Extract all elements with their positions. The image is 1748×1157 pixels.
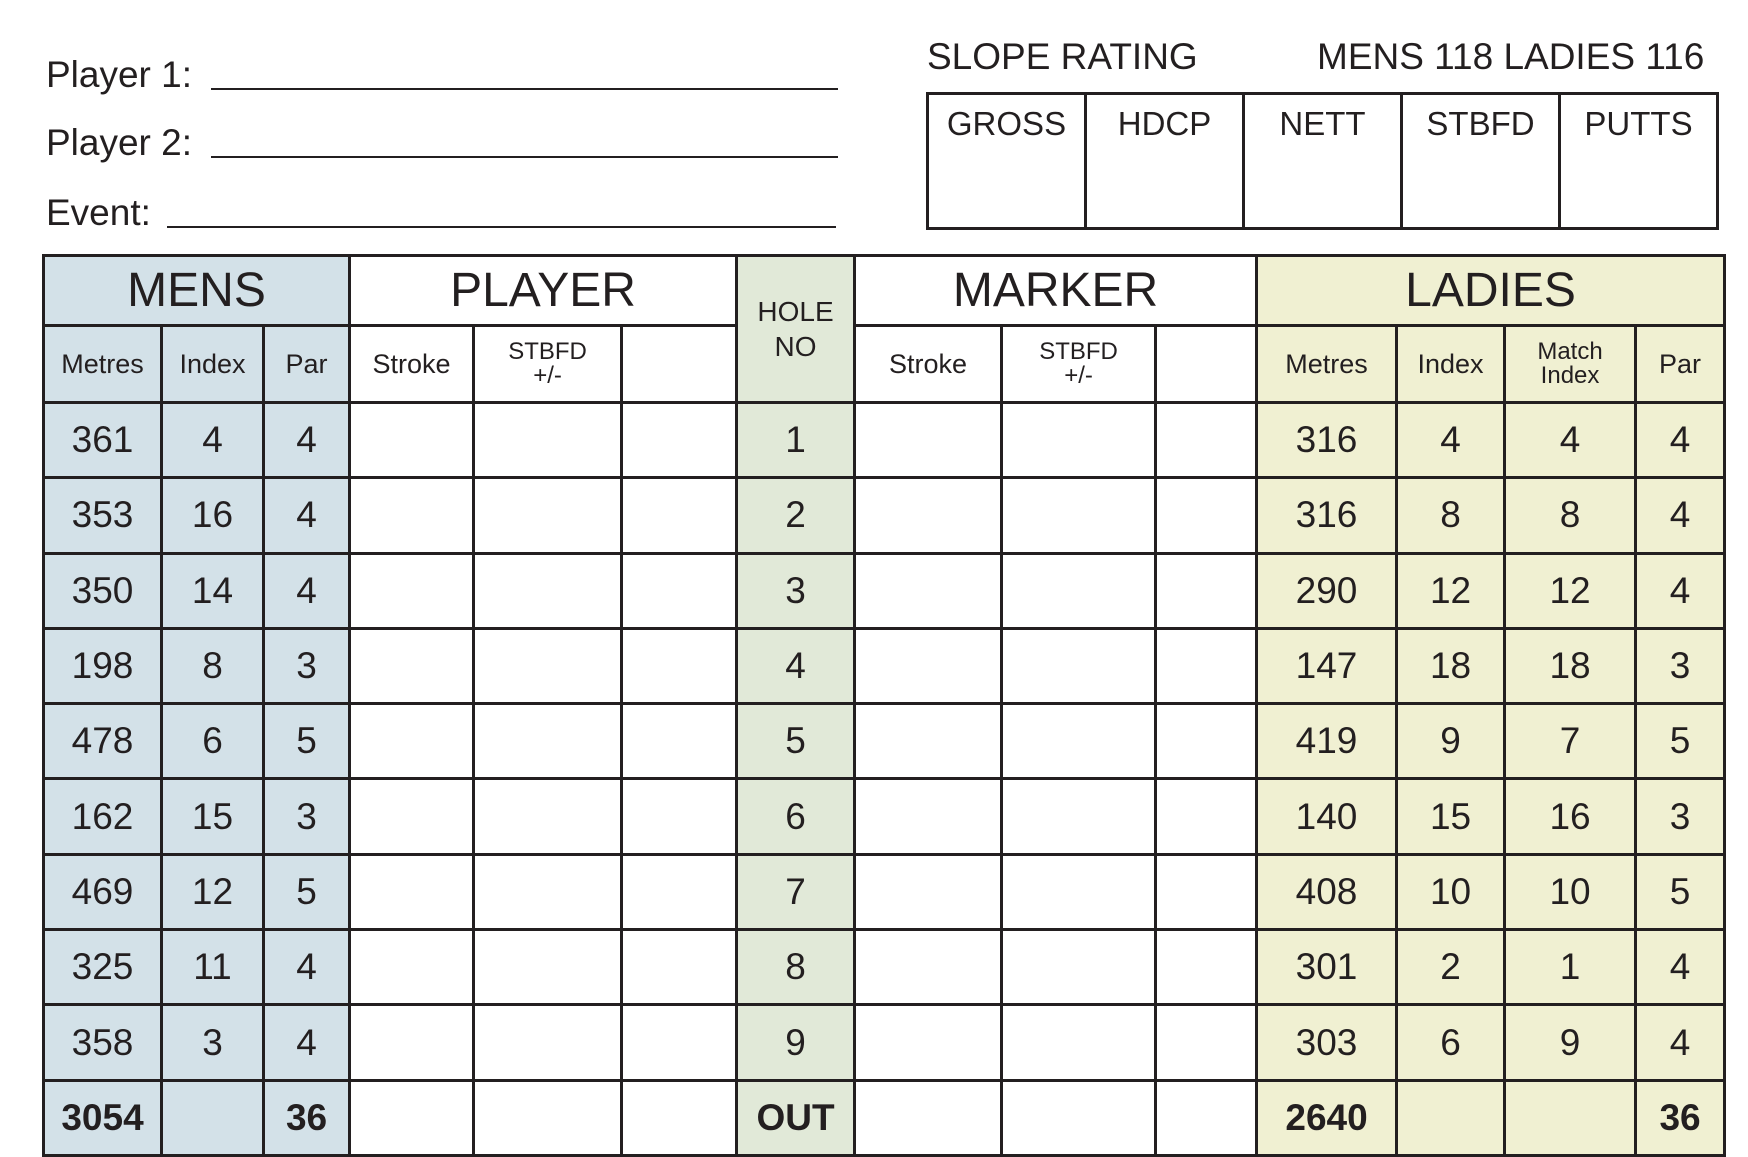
ladies-metres-cell: 303	[1257, 1005, 1397, 1080]
marker-extra-cell[interactable]	[1156, 1005, 1257, 1080]
player-stroke-cell[interactable]	[350, 1005, 474, 1080]
player-extra-total[interactable]	[622, 1080, 737, 1155]
mens-par-cell: 4	[264, 553, 350, 628]
ladies-par-cell: 4	[1636, 403, 1725, 478]
ladies-par-header: Par	[1636, 326, 1725, 403]
mens-index-cell: 14	[162, 553, 264, 628]
marker-stroke-cell[interactable]	[855, 930, 1002, 1005]
ladies-par-cell: 3	[1636, 779, 1725, 854]
ladies-match-line2: Index	[1540, 362, 1600, 389]
ladies-metres-total: 2640	[1257, 1080, 1397, 1155]
player-extra-cell[interactable]	[622, 628, 737, 703]
ladies-metres-header: Metres	[1257, 326, 1397, 403]
hole-row	[44, 779, 1725, 854]
mens-par-cell: 4	[264, 403, 350, 478]
ladies-metres-cell: 408	[1257, 854, 1397, 929]
mens-index-cell: 12	[162, 854, 264, 929]
mens-index-cell: 11	[162, 930, 264, 1005]
ladies-match-index-cell: 9	[1505, 1005, 1636, 1080]
player-extra-cell[interactable]	[622, 1005, 737, 1080]
summary-nett[interactable]: NETT	[1245, 95, 1403, 227]
marker-stroke-cell[interactable]	[855, 403, 1002, 478]
mens-par-header: Par	[264, 326, 350, 403]
ladies-metres-cell: 147	[1257, 628, 1397, 703]
ladies-index-cell: 8	[1397, 478, 1505, 553]
player-stroke-cell[interactable]	[350, 628, 474, 703]
mens-par-cell: 3	[264, 779, 350, 854]
player-stroke-cell[interactable]	[350, 704, 474, 779]
player-stbfd-cell[interactable]	[474, 854, 622, 929]
totals-row	[44, 1080, 1725, 1155]
player-stbfd-cell[interactable]	[474, 478, 622, 553]
ladies-par-cell: 3	[1636, 628, 1725, 703]
marker-stbfd-cell[interactable]	[1002, 704, 1156, 779]
marker-extra-cell[interactable]	[1156, 478, 1257, 553]
mens-metres-cell: 353	[44, 478, 162, 553]
hole-row	[44, 403, 1725, 478]
marker-stroke-cell[interactable]	[855, 1005, 1002, 1080]
marker-stbfd-cell[interactable]	[1002, 628, 1156, 703]
hole-number-cell: 3	[737, 553, 855, 628]
ladies-index-cell: 12	[1397, 553, 1505, 628]
player-extra-cell[interactable]	[622, 930, 737, 1005]
player-stbfd-cell[interactable]	[474, 1005, 622, 1080]
hole-number-cell: 6	[737, 779, 855, 854]
mens-par-total: 36	[264, 1080, 350, 1155]
ladies-metres-cell: 301	[1257, 930, 1397, 1005]
summary-gross[interactable]: GROSS	[929, 95, 1087, 227]
marker-stroke-cell[interactable]	[855, 628, 1002, 703]
ladies-match-index-cell: 10	[1505, 854, 1636, 929]
player1-label: Player 1:	[46, 54, 193, 95]
ladies-index-cell: 6	[1397, 1005, 1505, 1080]
mens-index-total	[162, 1080, 264, 1155]
summary-box	[926, 92, 1719, 230]
ladies-metres-cell: 316	[1257, 478, 1397, 553]
ladies-metres-cell: 140	[1257, 779, 1397, 854]
slope-rating-values: MENS 118 LADIES 116	[1317, 36, 1705, 77]
mens-index-cell: 4	[162, 403, 264, 478]
ladies-match-index-cell: 18	[1505, 628, 1636, 703]
summary-hdcp[interactable]: HDCP	[1087, 95, 1245, 227]
ladies-match-line1: Match	[1537, 338, 1603, 365]
mens-metres-cell: 469	[44, 854, 162, 929]
hole-header-line1: HOLE	[757, 296, 834, 327]
ladies-index-cell: 4	[1397, 403, 1505, 478]
mens-par-cell: 3	[264, 628, 350, 703]
ladies-index-cell: 2	[1397, 930, 1505, 1005]
mens-metres-header: Metres	[44, 326, 162, 403]
ladies-match-index-cell: 16	[1505, 779, 1636, 854]
marker-stbfd-cell[interactable]	[1002, 1005, 1156, 1080]
player-stbfd-cell[interactable]	[474, 779, 622, 854]
player2-field	[46, 122, 838, 164]
marker-stroke-cell[interactable]	[855, 779, 1002, 854]
ladies-metres-cell: 316	[1257, 403, 1397, 478]
player-stbfd-line1: STBFD	[508, 338, 587, 365]
ladies-par-cell: 4	[1636, 553, 1725, 628]
mens-index-cell: 15	[162, 779, 264, 854]
player-stbfd-cell[interactable]	[474, 930, 622, 1005]
marker-stbfd-cell[interactable]	[1002, 779, 1156, 854]
hole-number-cell: 5	[737, 704, 855, 779]
hole-number-cell: 1	[737, 403, 855, 478]
player-stbfd-cell[interactable]	[474, 704, 622, 779]
mens-metres-cell: 198	[44, 628, 162, 703]
hole-out-label: OUT	[737, 1080, 855, 1155]
ladies-match-index-cell: 12	[1505, 553, 1636, 628]
ladies-metres-cell: 419	[1257, 704, 1397, 779]
player-extra-cell[interactable]	[622, 854, 737, 929]
player-extra-cell[interactable]	[622, 779, 737, 854]
ladies-match-index-cell: 4	[1505, 403, 1636, 478]
player2-label: Player 2:	[46, 122, 193, 163]
marker-stroke-total[interactable]	[855, 1080, 1002, 1155]
mens-metres-cell: 361	[44, 403, 162, 478]
hole-row	[44, 930, 1725, 1005]
mens-par-cell: 4	[264, 930, 350, 1005]
mens-metres-cell: 358	[44, 1005, 162, 1080]
marker-extra-cell[interactable]	[1156, 930, 1257, 1005]
ladies-header: LADIES	[1257, 256, 1725, 326]
ladies-par-cell: 4	[1636, 478, 1725, 553]
hole-header-line2: NO	[774, 331, 817, 362]
scorecard-table	[42, 254, 1726, 1157]
marker-stroke-cell[interactable]	[855, 478, 1002, 553]
ladies-metres-cell: 290	[1257, 553, 1397, 628]
ladies-par-cell: 5	[1636, 704, 1725, 779]
marker-extra-cell[interactable]	[1156, 553, 1257, 628]
hole-row	[44, 553, 1725, 628]
ladies-par-cell: 4	[1636, 930, 1725, 1005]
mens-index-cell: 16	[162, 478, 264, 553]
player-stroke-total[interactable]	[350, 1080, 474, 1155]
player-stroke-cell[interactable]	[350, 553, 474, 628]
player-stroke-cell[interactable]	[350, 478, 474, 553]
mens-par-cell: 5	[264, 704, 350, 779]
player-extra-cell[interactable]	[622, 403, 737, 478]
ladies-match-index-cell: 7	[1505, 704, 1636, 779]
hole-number-cell: 2	[737, 478, 855, 553]
player-stbfd-line2: +/-	[533, 362, 562, 389]
ladies-index-header: Index	[1397, 326, 1505, 403]
marker-stbfd-cell[interactable]	[1002, 553, 1156, 628]
marker-blank-header	[1156, 326, 1257, 403]
ladies-index-cell: 15	[1397, 779, 1505, 854]
ladies-match-index-cell: 1	[1505, 930, 1636, 1005]
mens-par-cell: 5	[264, 854, 350, 929]
player-stroke-header: Stroke	[350, 326, 474, 403]
slope-rating-label: SLOPE RATING	[927, 36, 1198, 77]
mens-par-cell: 4	[264, 478, 350, 553]
ladies-par-total: 36	[1636, 1080, 1725, 1155]
ladies-match-index-cell: 8	[1505, 478, 1636, 553]
hole-number-cell: 8	[737, 930, 855, 1005]
hole-number-cell: 7	[737, 854, 855, 929]
mens-metres-cell: 350	[44, 553, 162, 628]
marker-extra-cell[interactable]	[1156, 403, 1257, 478]
marker-stroke-cell[interactable]	[855, 854, 1002, 929]
player-stbfd-cell[interactable]	[474, 403, 622, 478]
marker-extra-cell[interactable]	[1156, 704, 1257, 779]
player-stroke-cell[interactable]	[350, 779, 474, 854]
mens-metres-cell: 478	[44, 704, 162, 779]
player-stbfd-header	[474, 326, 622, 403]
player2-line[interactable]	[211, 146, 838, 158]
mens-index-header: Index	[162, 326, 264, 403]
player-extra-cell[interactable]	[622, 704, 737, 779]
event-line[interactable]	[167, 216, 836, 228]
event-field	[46, 192, 836, 234]
player-stroke-cell[interactable]	[350, 854, 474, 929]
player1-field	[46, 54, 838, 96]
player-header: PLAYER	[350, 256, 737, 326]
hole-row	[44, 854, 1725, 929]
hole-row	[44, 704, 1725, 779]
mens-header: MENS	[44, 256, 350, 326]
marker-stbfd-line2: +/-	[1064, 362, 1093, 389]
player-stbfd-cell[interactable]	[474, 553, 622, 628]
player-extra-cell[interactable]	[622, 478, 737, 553]
mens-metres-total: 3054	[44, 1080, 162, 1155]
mens-metres-cell: 162	[44, 779, 162, 854]
marker-extra-cell[interactable]	[1156, 854, 1257, 929]
marker-stroke-header: Stroke	[855, 326, 1002, 403]
marker-extra-cell[interactable]	[1156, 628, 1257, 703]
hole-number-cell: 9	[737, 1005, 855, 1080]
ladies-index-cell: 18	[1397, 628, 1505, 703]
marker-stbfd-cell[interactable]	[1002, 854, 1156, 929]
marker-stbfd-header	[1002, 326, 1156, 403]
marker-stbfd-total[interactable]	[1002, 1080, 1156, 1155]
ladies-par-cell: 5	[1636, 854, 1725, 929]
ladies-index-total	[1397, 1080, 1505, 1155]
hole-row	[44, 628, 1725, 703]
player-stroke-cell[interactable]	[350, 930, 474, 1005]
hole-row	[44, 478, 1725, 553]
summary-stbfd[interactable]: STBFD	[1403, 95, 1561, 227]
marker-extra-total[interactable]	[1156, 1080, 1257, 1155]
ladies-par-cell: 4	[1636, 1005, 1725, 1080]
player-stroke-cell[interactable]	[350, 403, 474, 478]
marker-extra-cell[interactable]	[1156, 779, 1257, 854]
player1-line[interactable]	[211, 78, 838, 90]
summary-putts[interactable]: PUTTS	[1584, 105, 1693, 142]
mens-par-cell: 4	[264, 1005, 350, 1080]
player-stbfd-cell[interactable]	[474, 628, 622, 703]
player-stbfd-total[interactable]	[474, 1080, 622, 1155]
mens-index-cell: 3	[162, 1005, 264, 1080]
ladies-match-index-header	[1505, 326, 1636, 403]
mens-index-cell: 6	[162, 704, 264, 779]
ladies-match-total	[1505, 1080, 1636, 1155]
hole-row	[44, 1005, 1725, 1080]
ladies-index-cell: 9	[1397, 704, 1505, 779]
marker-stroke-cell[interactable]	[855, 553, 1002, 628]
marker-stbfd-cell[interactable]	[1002, 930, 1156, 1005]
ladies-index-cell: 10	[1397, 854, 1505, 929]
mens-index-cell: 8	[162, 628, 264, 703]
event-label: Event:	[46, 192, 151, 233]
marker-stroke-cell[interactable]	[855, 704, 1002, 779]
mens-metres-cell: 325	[44, 930, 162, 1005]
marker-stbfd-cell[interactable]	[1002, 478, 1156, 553]
player-blank-header	[622, 326, 737, 403]
marker-stbfd-cell[interactable]	[1002, 403, 1156, 478]
player-extra-cell[interactable]	[622, 553, 737, 628]
marker-stbfd-line1: STBFD	[1039, 338, 1118, 365]
hole-no-header	[737, 256, 855, 403]
marker-header: MARKER	[855, 256, 1257, 326]
hole-number-cell: 4	[737, 628, 855, 703]
